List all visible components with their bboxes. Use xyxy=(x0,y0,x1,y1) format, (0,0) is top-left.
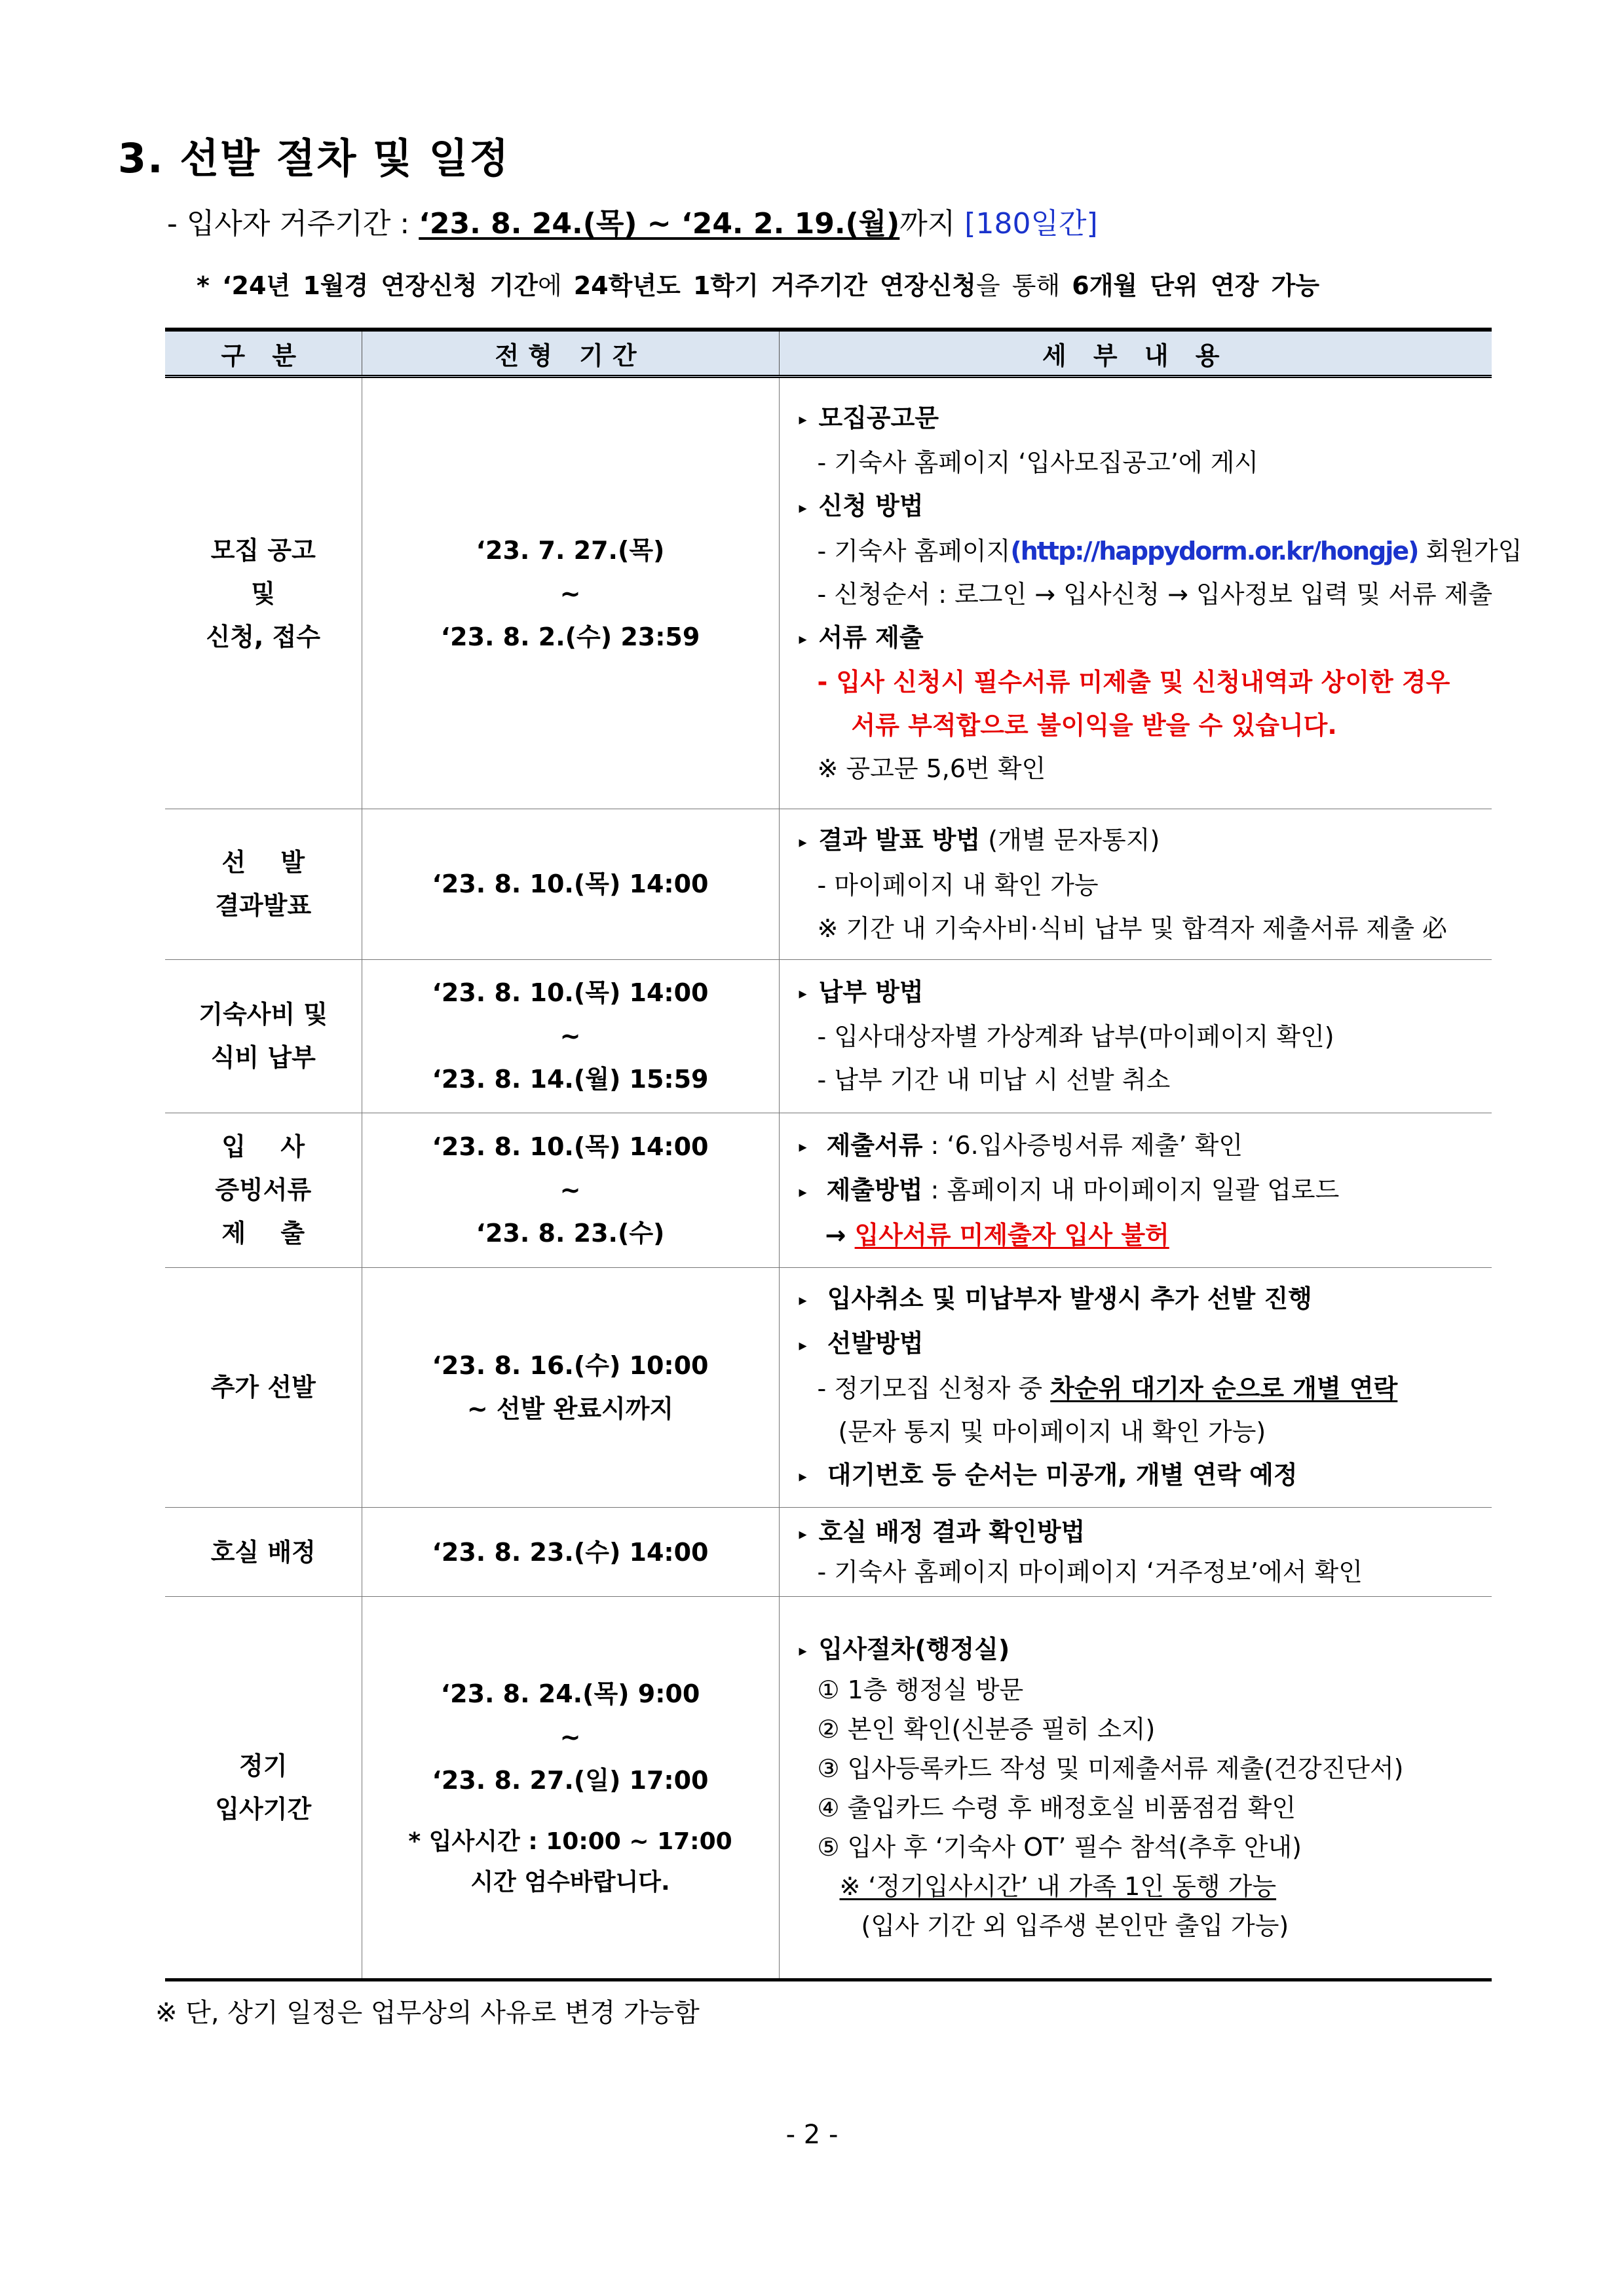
detail-line: - 기숙사 홈페이지(http://happydorm.or.kr/hongje) 회원가입 xyxy=(817,536,1522,565)
row-details xyxy=(779,809,1492,960)
row-category xyxy=(165,377,362,809)
extension-part: ‘24년 1월경 연장신청 기간 xyxy=(222,271,538,300)
stay-period-line xyxy=(167,200,1098,242)
page-number: - 2 - xyxy=(785,2120,839,2150)
row-period xyxy=(362,1597,779,1980)
detail-heading: ▸ 서류 제출 xyxy=(799,616,1492,661)
detail-heading: ▸ 납부 방법 xyxy=(799,970,1492,1016)
category-line: 모집 공고 xyxy=(210,535,316,565)
schedule-table xyxy=(165,328,1522,1981)
procedure-step: ⑤ 입사 후 ‘기숙사 OT’ 필수 참석(추후 안내) xyxy=(817,1833,1302,1862)
header-category: 구 분 xyxy=(165,330,362,377)
detail-line: - 마이페이지 내 확인 가능 xyxy=(817,870,1099,900)
extension-part: 을 통해 xyxy=(975,271,1072,300)
table-header-row xyxy=(165,330,1492,377)
period-line: ‘23. 8. 24.(목) 9:00 xyxy=(440,1679,700,1708)
page-title: 3. 선발 절차 및 일정 xyxy=(118,134,510,182)
detail-note: ※ 기간 내 기숙사비·식비 납부 및 합격자 제출서류 제출 必 xyxy=(817,913,1448,943)
period-line: ~ xyxy=(559,579,581,608)
extension-part: 24학년도 1학기 거주기간 연장신청 xyxy=(573,271,976,300)
row-category xyxy=(165,1267,362,1508)
homepage-link[interactable]: (http://happydorm.or.kr/hongje) xyxy=(1010,536,1418,565)
row-period xyxy=(362,1113,779,1267)
row-category xyxy=(165,1508,362,1597)
row-details xyxy=(779,377,1522,809)
table-row xyxy=(165,809,1492,960)
category-line: 기숙사비 및 xyxy=(198,1000,328,1029)
triangle-bullet-icon: ▸ xyxy=(799,630,807,649)
category-line: 식비 납부 xyxy=(210,1043,316,1072)
procedure-step: ③ 입사등록카드 작성 및 미제출서류 제출(건강진단서) xyxy=(817,1754,1404,1784)
row-category xyxy=(165,1113,362,1267)
detail-line: - 신청순서 : 로그인 → 입사신청 → 입사정보 입력 및 서류 제출 xyxy=(817,579,1493,609)
row-category xyxy=(165,809,362,960)
extension-note xyxy=(197,265,1319,301)
row-details xyxy=(779,959,1492,1113)
category-line: 신청, 접수 xyxy=(206,622,320,651)
triangle-bullet-icon: ▸ xyxy=(799,1467,807,1485)
detail-heading: ▸ 제출방법 : 홈페이지 내 마이페이지 일괄 업로드 xyxy=(799,1168,1492,1214)
detail-heading: ▸ 제출서류 : ‘6.입사증빙서류 제출’ 확인 xyxy=(799,1124,1492,1169)
detail-heading: ▸ 입사절차(행정실) xyxy=(799,1630,1492,1671)
category-line: 정기 xyxy=(239,1751,288,1780)
row-details xyxy=(779,1508,1492,1597)
table-row xyxy=(165,377,1492,809)
warning-line: - 입사 신청시 필수서류 미제출 및 신청내역과 상이한 경우 xyxy=(817,668,1450,697)
stay-prefix: - 입사자 거주기간 : xyxy=(167,207,419,240)
extension-part: 에 xyxy=(537,271,574,300)
stay-days: [180일간] xyxy=(964,207,1098,240)
detail-heading: ▸ 모집공고문 xyxy=(799,396,1492,442)
detail-line: - 입사대상자별 가상계좌 납부(마이페이지 확인) xyxy=(817,1022,1334,1052)
row-period xyxy=(362,377,779,809)
period-line: ‘23. 8. 16.(수) 10:00 xyxy=(432,1351,709,1381)
period-line: ‘23. 8. 10.(목) 14:00 xyxy=(432,978,709,1007)
category-line: 선 발 xyxy=(221,848,305,877)
period-line: ‘23. 8. 10.(목) 14:00 xyxy=(432,870,709,899)
footer-note: ※ 단, 상기 일정은 업무상의 사유로 변경 가능함 xyxy=(155,1998,700,2028)
detail-line: - 납부 기간 내 미납 시 선발 취소 xyxy=(817,1065,1171,1095)
period-line: ‘23. 8. 10.(목) 14:00 xyxy=(432,1132,709,1161)
detail-note: (입사 기간 외 입주생 본인만 출입 가능) xyxy=(861,1911,1289,1941)
row-category xyxy=(165,1597,362,1980)
detail-heading: ▸ 입사취소 및 미납부자 발생시 추가 선발 진행 xyxy=(799,1277,1492,1322)
header-details: 세 부 내 용 xyxy=(779,330,1492,377)
triangle-bullet-icon: ▸ xyxy=(799,832,807,851)
row-details xyxy=(779,1113,1492,1267)
warning-line: 서류 부적합으로 불이익을 받을 수 있습니다. xyxy=(851,711,1337,740)
table-row xyxy=(165,959,1492,1113)
category-line: 입사기간 xyxy=(215,1795,312,1824)
procedure-step: ② 본인 확인(신분증 필히 소지) xyxy=(817,1715,1156,1744)
period-line: ~ xyxy=(559,1022,581,1050)
extension-part: 6개월 단위 연장 가능 xyxy=(1072,271,1320,300)
row-period xyxy=(362,809,779,960)
row-details xyxy=(779,1267,1492,1508)
procedure-step: ① 1층 행정실 방문 xyxy=(817,1675,1024,1705)
category-line: 입 사 xyxy=(221,1132,305,1161)
detail-note: ※ ‘정기입사시간’ 내 가족 1인 동행 가능 xyxy=(839,1872,1277,1902)
table-row xyxy=(165,1267,1492,1508)
category-line: 및 xyxy=(251,579,276,608)
table-row xyxy=(165,1597,1492,1980)
period-line: ‘23. 8. 14.(월) 15:59 xyxy=(432,1065,709,1094)
period-note: * 입사시간 : 10:00 ~ 17:00 xyxy=(408,1828,732,1855)
period-line: ‘23. 8. 23.(수) 14:00 xyxy=(432,1537,709,1567)
detail-note: ※ 공고문 5,6번 확인 xyxy=(817,754,1046,784)
stay-period: ‘23. 8. 24.(목) ~ ‘24. 2. 19.(월) xyxy=(419,207,900,240)
detail-heading: ▸ 호실 배정 결과 확인방법 xyxy=(799,1513,1492,1553)
detail-heading: ▸ 선발방법 xyxy=(799,1322,1492,1367)
row-period xyxy=(362,1267,779,1508)
period-line: ‘23. 7. 27.(목) xyxy=(476,535,665,565)
triangle-bullet-icon: ▸ xyxy=(799,1641,807,1660)
row-category xyxy=(165,959,362,1113)
triangle-bullet-icon: ▸ xyxy=(799,1291,807,1309)
detail-line: - 기숙사 홈페이지 마이페이지 ‘거주정보’에서 확인 xyxy=(817,1557,1363,1586)
detail-heading: ▸ 신청 방법 xyxy=(799,484,1492,529)
detail-line: - 기숙사 홈페이지 ‘입사모집공고’에 게시 xyxy=(817,448,1259,478)
period-line: ~ xyxy=(559,1723,581,1751)
triangle-bullet-icon: ▸ xyxy=(799,1524,807,1543)
triangle-bullet-icon: ▸ xyxy=(799,984,807,1003)
detail-heading: ▸ 결과 발표 방법 (개별 문자통지) xyxy=(799,818,1492,864)
triangle-bullet-icon: ▸ xyxy=(799,1335,807,1354)
period-line: ~ xyxy=(559,1176,581,1204)
procedure-step: ④ 출입카드 수령 후 배정호실 비품점검 확인 xyxy=(817,1793,1296,1823)
stay-suffix: 까지 xyxy=(899,207,956,240)
detail-line: → 입사서류 미제출자 입사 불허 xyxy=(825,1220,1169,1250)
period-line: ‘23. 8. 23.(수) xyxy=(476,1219,665,1248)
row-period xyxy=(362,1508,779,1597)
row-details xyxy=(779,1597,1492,1980)
period-line: ~ 선발 완료시까지 xyxy=(466,1394,674,1424)
row-period xyxy=(362,959,779,1113)
triangle-bullet-icon: ▸ xyxy=(799,410,807,429)
category-line: 호실 배정 xyxy=(210,1537,316,1567)
header-period: 전형 기간 xyxy=(362,330,779,377)
triangle-bullet-icon: ▸ xyxy=(799,1182,807,1201)
table-row xyxy=(165,1113,1492,1267)
period-line: ‘23. 8. 27.(일) 17:00 xyxy=(432,1766,709,1795)
category-line: 증빙서류 xyxy=(215,1176,312,1204)
category-line: 결과발표 xyxy=(215,891,312,921)
period-note: 시간 엄수바랍니다. xyxy=(470,1869,670,1896)
detail-line: (문자 통지 및 마이페이지 내 확인 가능) xyxy=(838,1417,1266,1446)
triangle-bullet-icon: ▸ xyxy=(799,1138,807,1156)
category-line: 추가 선발 xyxy=(210,1373,316,1402)
table-row xyxy=(165,1508,1492,1597)
period-line: ‘23. 8. 2.(수) 23:59 xyxy=(440,622,700,651)
extension-star: * xyxy=(197,271,223,300)
category-line: 제 출 xyxy=(221,1219,305,1248)
triangle-bullet-icon: ▸ xyxy=(799,498,807,517)
detail-line: - 정기모집 신청자 중 차순위 대기자 순으로 개별 연락 xyxy=(817,1373,1398,1403)
detail-heading: ▸ 대기번호 등 순서는 미공개, 개별 연락 예정 xyxy=(799,1453,1492,1499)
